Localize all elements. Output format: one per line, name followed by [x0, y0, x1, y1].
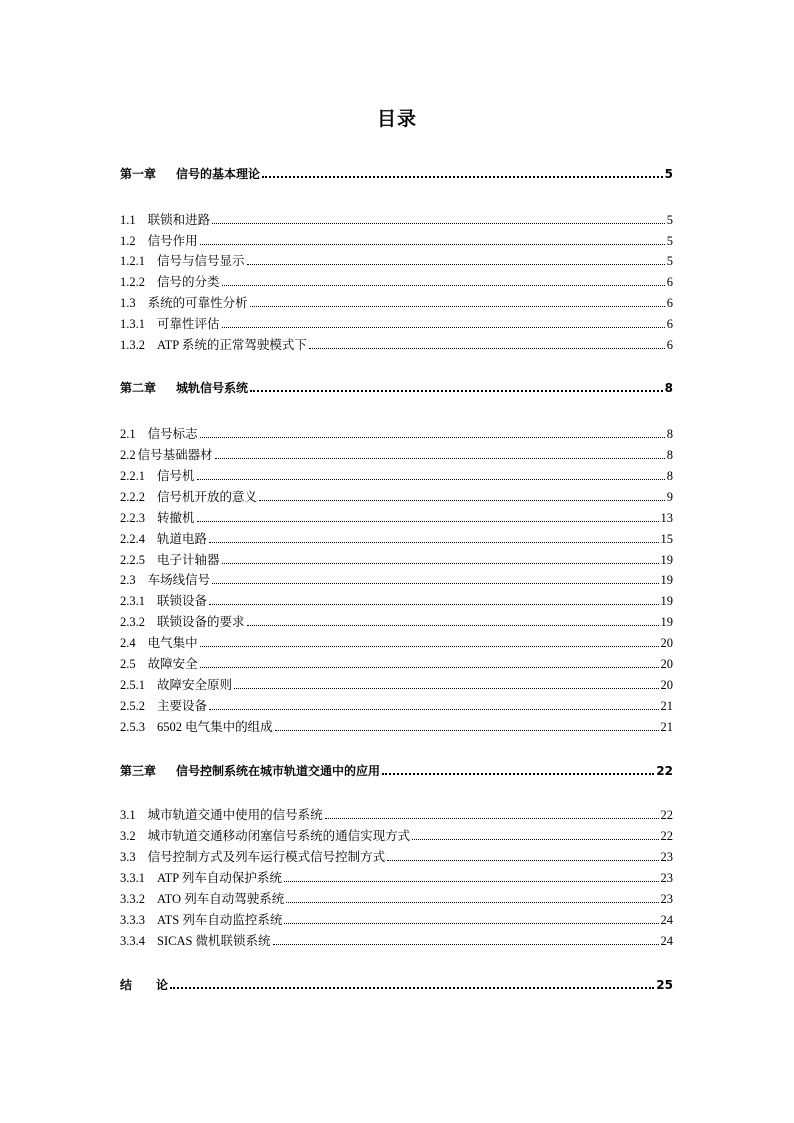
toc-entry-number: 1.3.2 [120, 338, 145, 352]
toc-dot-leader [259, 500, 665, 501]
toc-entry-title: ATO 列车自动驾驶系统 [157, 892, 285, 906]
toc-entry-number: 2.5 [120, 657, 136, 671]
toc-page-number: 23 [660, 871, 673, 885]
toc-entry-title: 6502 电气集中的组成 [157, 720, 273, 734]
toc-page-number: 6 [666, 275, 673, 289]
toc-entry-title: 轨道电路 [157, 532, 208, 546]
toc-section-row[interactable] [120, 250, 673, 268]
toc-section-row[interactable] [120, 486, 673, 504]
toc-entry-title: 联锁设备 [157, 594, 208, 608]
toc-entry-title: 可靠性评估 [157, 317, 220, 331]
toc-page-number: 19 [660, 594, 673, 608]
toc-entry-number: 第三章 [120, 764, 157, 778]
toc-entry-number: 2.2 [120, 448, 136, 462]
toc-entry-title: 电气集中 [147, 636, 198, 650]
toc-page-number: 25 [656, 978, 673, 992]
toc-section-row[interactable] [120, 867, 673, 885]
toc-page-number: 13 [660, 511, 673, 525]
toc-entry-number: 1.3 [120, 296, 136, 310]
toc-entry-number: 2.2.4 [120, 532, 145, 546]
toc-page-number: 24 [660, 913, 673, 927]
toc-section-row[interactable] [120, 334, 673, 352]
toc-section-row[interactable] [120, 695, 673, 713]
toc-page-number: 8 [666, 469, 673, 483]
toc-dot-leader [284, 923, 658, 924]
toc-entry-title: 城市轨道交通移动闭塞信号系统的通信实现方式 [147, 829, 411, 843]
toc-page-number: 23 [660, 850, 673, 864]
toc-entry-title: 信号控制方式及列车运行模式信号控制方式 [147, 850, 386, 864]
toc-entry-number: 结 [120, 978, 133, 992]
toc-page-number: 24 [660, 934, 673, 948]
toc-entry-title: 联锁和进路 [147, 213, 211, 227]
toc-page-number: 8 [666, 448, 673, 462]
toc-entry-title: 信号的基本理论 [176, 167, 261, 181]
toc-entry-number: 2.1 [120, 427, 136, 441]
toc-dot-leader [247, 625, 659, 626]
toc-entry-number: 1.3.1 [120, 317, 145, 331]
toc-chapter-row[interactable] [120, 163, 673, 181]
toc-section-row[interactable] [120, 292, 673, 310]
toc-page-number: 20 [660, 636, 673, 650]
toc-entry-number: 3.3.3 [120, 913, 145, 927]
toc-section-row[interactable] [120, 674, 673, 692]
toc-page-number: 6 [666, 296, 673, 310]
toc-page-number: 21 [660, 720, 673, 734]
toc-page-number: 6 [666, 317, 673, 331]
toc-dot-leader [212, 223, 665, 224]
toc-entry-number: 1.2.1 [120, 254, 145, 268]
toc-entry-title: 信号机 [157, 469, 195, 483]
toc-dot-leader [412, 839, 658, 840]
toc-page-number: 22 [660, 808, 673, 822]
toc-chapter-row[interactable] [120, 974, 673, 992]
toc-page-number: 6 [666, 338, 673, 352]
toc-entry-number: 第一章 [120, 167, 157, 181]
toc-entry-title: ATP 列车自动保护系统 [157, 871, 282, 885]
toc-dot-leader [234, 688, 658, 689]
toc-entry-title: 城轨信号系统 [176, 381, 249, 395]
toc-section-row[interactable] [120, 444, 673, 462]
toc-entry-title: 联锁设备的要求 [157, 615, 245, 629]
toc-section-row[interactable] [120, 528, 673, 546]
toc-entry-title: 城市轨道交通中使用的信号系统 [147, 808, 323, 822]
toc-section-row[interactable] [120, 825, 673, 843]
toc-entry-number: 3.1 [120, 808, 136, 822]
toc-dot-leader [275, 730, 659, 731]
toc-entry-number: 1.1 [120, 213, 136, 227]
toc-page-number: 19 [660, 615, 673, 629]
toc-entry-title: 电子计轴器 [157, 553, 220, 567]
toc-dot-leader [197, 479, 665, 480]
toc-dot-leader [200, 667, 659, 668]
toc-page-number: 21 [660, 699, 673, 713]
toc-dot-leader [215, 458, 665, 459]
toc-chapter-row[interactable] [120, 760, 673, 778]
toc-dot-leader [284, 881, 659, 882]
toc-dot-leader [309, 348, 665, 349]
toc-entry-title: 论 [156, 978, 169, 992]
toc-page-number: 8 [664, 381, 673, 395]
toc-entry-number: 第二章 [120, 381, 157, 395]
toc-section-row[interactable] [120, 846, 673, 864]
toc-entry-number: 3.3.2 [120, 892, 145, 906]
toc-dot-leader [387, 860, 658, 861]
toc-section-row[interactable] [120, 590, 673, 608]
toc-page-number: 8 [666, 427, 673, 441]
toc-dot-leader [222, 563, 659, 564]
toc-page-number: 22 [660, 829, 673, 843]
toc-dot-leader [170, 987, 654, 989]
toc-section-row[interactable] [120, 632, 673, 650]
toc-dot-leader [325, 818, 659, 819]
toc-entry-number: 2.4 [120, 636, 136, 650]
toc-entry-number: 2.2.2 [120, 490, 145, 504]
toc-section-row[interactable] [120, 313, 673, 331]
toc-entry-title: 主要设备 [157, 699, 208, 713]
toc-section-row[interactable] [120, 930, 673, 948]
toc-entry-title: SICAS 微机联锁系统 [157, 934, 271, 948]
toc-dot-leader [262, 176, 663, 178]
toc-section-row[interactable] [120, 230, 673, 248]
toc-entry-number: 2.3.1 [120, 594, 145, 608]
toc-entry-title: 车场线信号 [147, 573, 211, 587]
toc-section-row[interactable] [120, 271, 673, 289]
toc-entry-number: 2.2.1 [120, 469, 145, 483]
toc-entry-title: 信号标志 [147, 427, 198, 441]
toc-section-row[interactable] [120, 569, 673, 587]
toc-dot-leader [212, 583, 658, 584]
toc-dot-leader [200, 437, 665, 438]
toc-entry-number: 3.2 [120, 829, 136, 843]
toc-page-number: 5 [666, 234, 673, 248]
toc-entry-title: 信号与信号显示 [157, 254, 245, 268]
toc-section-row[interactable] [120, 611, 673, 629]
toc-page-number: 20 [660, 678, 673, 692]
toc-entry-number: 3.3.1 [120, 871, 145, 885]
toc-page-number: 5 [666, 213, 673, 227]
toc-dot-leader [209, 542, 658, 543]
toc-entry-title: 故障安全 [147, 657, 198, 671]
toc-section-row[interactable] [120, 549, 673, 567]
toc-section-row[interactable] [120, 804, 673, 822]
toc-entry-title: 故障安全原则 [157, 678, 233, 692]
toc-entry-title: ATP 系统的正常驾驶模式下 [157, 338, 307, 352]
toc-dot-leader [197, 521, 659, 522]
toc-section-row[interactable] [120, 716, 673, 734]
toc-page-number: 5 [664, 167, 673, 181]
toc-dot-leader [286, 902, 658, 903]
toc-entry-number: 2.5.2 [120, 699, 145, 713]
page-title: 目录 [376, 108, 417, 130]
toc-entry-title: 信号的分类 [157, 275, 220, 289]
toc-entry-number: 2.3 [120, 573, 136, 587]
toc-section-row[interactable] [120, 653, 673, 671]
toc-dot-leader [247, 264, 665, 265]
toc-dot-leader [250, 306, 665, 307]
toc-entry-title: 系统的可靠性分析 [147, 296, 248, 310]
toc-entry-number: 1.2.2 [120, 275, 145, 289]
toc-dot-leader [200, 244, 665, 245]
toc-entry-number: 3.3.4 [120, 934, 145, 948]
toc-section-row[interactable] [120, 909, 673, 927]
toc-entry-title: 信号机开放的意义 [157, 490, 258, 504]
toc-chapter-row[interactable] [120, 377, 673, 395]
toc-page-number: 19 [660, 553, 673, 567]
toc-page-number: 20 [660, 657, 673, 671]
toc-entry-number: 3.3 [120, 850, 136, 864]
toc-section-row[interactable] [120, 888, 673, 906]
toc-dot-leader [200, 646, 659, 647]
toc-section-row[interactable] [120, 465, 673, 483]
toc-page-number: 22 [656, 764, 673, 778]
toc-entry-title: 转撤机 [157, 511, 195, 525]
toc-dot-leader [382, 773, 654, 775]
toc-dot-leader [222, 327, 665, 328]
toc-page-number: 5 [666, 254, 673, 268]
toc-page-number: 15 [660, 532, 673, 546]
toc-dot-leader [209, 709, 658, 710]
toc-dot-leader [273, 944, 659, 945]
toc-entry-number: 2.2.5 [120, 553, 145, 567]
toc-entry-number: 2.3.2 [120, 615, 145, 629]
toc-dot-leader [222, 285, 665, 286]
toc-section-row[interactable] [120, 209, 673, 227]
toc-page-number: 9 [666, 490, 673, 504]
toc-entry-number: 1.2 [120, 234, 136, 248]
toc-page-number: 23 [660, 892, 673, 906]
toc-entry-title: 信号基础器材 [137, 448, 213, 462]
toc-dot-leader [209, 604, 658, 605]
toc-entry-title: 信号控制系统在城市轨道交通中的应用 [176, 764, 381, 778]
toc-section-row[interactable] [120, 423, 673, 441]
toc-section-row[interactable] [120, 507, 673, 525]
toc-entry-title: ATS 列车自动监控系统 [157, 913, 283, 927]
toc-entry-title: 信号作用 [147, 234, 198, 248]
toc-page-number: 19 [660, 573, 673, 587]
toc-entry-number: 2.2.3 [120, 511, 145, 525]
toc-dot-leader [250, 390, 663, 392]
toc-entry-number: 2.5.1 [120, 678, 145, 692]
toc-entry-number: 2.5.3 [120, 720, 145, 734]
